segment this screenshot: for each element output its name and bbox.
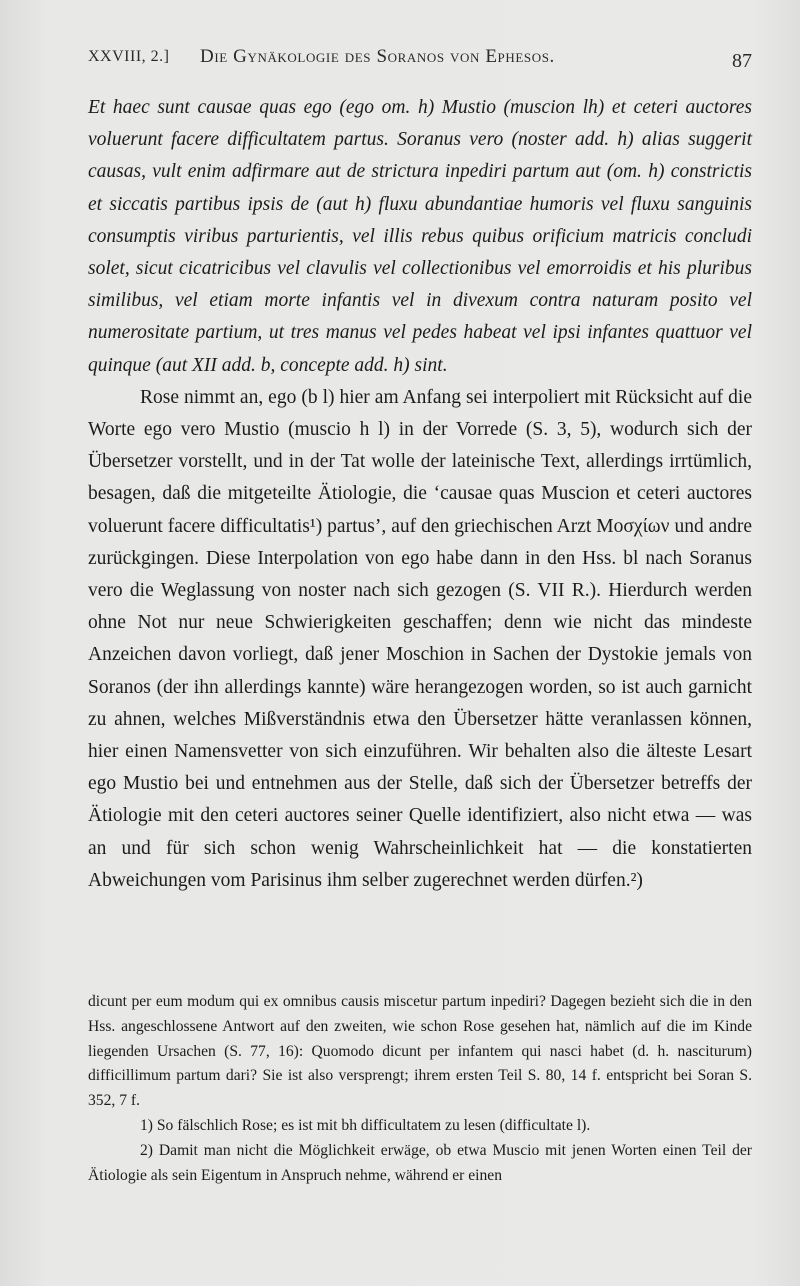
footnote-continuation: dicunt per eum modum qui ex omnibus causis miscetur partum inpediri? Dagegen bezieht sich die in den Hss. angeschlossene Antwort auf den zweiten, wie schon Rose gesehen hat, nämlich auf die im Kinde liegenden Ursachen (S. 77, 16): Quomodo dicunt per infantem qui nasci habet (d. h. nasciturum) difficillimum partum dari? Sie ist also versprengt; ihrem ersten Teil S. 80, 14 f. entspricht bei Soran S. 352, 7 f. (88, 993, 752, 1110)
latin-quotation: Et haec sunt causae quas ego (ego om. h) Mustio (muscion lh) et ceteri auctores voluerunt facere difficultatem partus. Soranus vero (noster add. h) alias suggerit causas, vult enim adfirmare aut de strictura inpediri partum aut (om. h) constrictis et siccatis partibus ipsis de (aut h) fluxu abundantiae humoris vel fluxu sanguinis consumptis viribus parturientis, vel illis rebus quibus orificium matricis concludi solet, sicut cicatricibus vel clavulis vel collectionibus vel emorroidis et his pluribus similibus, vel etiam morte infantis vel in divexum contra naturam posito vel numerositate partium, ut tres manus vel pedes habeat vel ipsi infantes quattuor vel quinque (aut XII add. b, concepte add. h) sint. (88, 97, 752, 376)
running-header (88, 48, 752, 78)
section-reference: XXVIII, 2.] (88, 48, 170, 65)
footnote-1: 1) So fälschlich Rose; es ist mit bh difficultatem zu lesen (difficultate l). (140, 1116, 591, 1134)
running-title: Die Gynäkologie des Soranos von Ephesos. (200, 46, 555, 67)
commentary-paragraph: Rose nimmt an, ego (b l) hier am Anfang sei interpoliert mit Rücksicht auf die Worte ego vero Mustio (muscio h l) in der Vorrede (S. 3, 5), wodurch sich der Übersetzer vorstellt, und in der Tat wolle der lateinische Text, allerdings irrtümlich, besagen, daß die mitgeteilte Ätiologie, die ‘causae quas Muscion et ceteri auctores voluerunt facere difficultatis¹) partus’, auf den griechischen Arzt Μοσχίων und andre zurückgingen. Diese Interpolation von ego habe dann in den Hss. bl nach Soranus vero die Weglassung von noster nach sich gezogen (S. VII R.). Hierdurch werden ohne Not nur neue Schwierigkeiten geschaffen; denn wie nicht das mindeste Anzeichen davon vorliegt, daß jener Moschion in Sachen der Dystokie jemals von Soranos (der ihn allerdings kannte) wäre herangezogen worden, so ist auch garnicht zu ahnen, welches Mißverständnis etwa den Übersetzer hätte veranlassen können, hier einen Namensvetter von sich einzuführen. Wir behalten also die älteste Lesart ego Mustio bei und entnehmen aus der Stelle, daß sich der Übersetzer betreffs der Ätiologie mit den ceteri auctores seiner Quelle identifiziert, also nicht etwa — was an und für sich schon wenig Wahrscheinlichkeit hat — die konstatierten Abweichungen vom Parisinus ihm selber zugerechnet werden dürfen.²) (88, 386, 752, 891)
main-text (88, 92, 752, 897)
footnote-2: 2) Damit man nicht die Möglichkeit erwäge, ob etwa Muscio mit jenen Worten einen Teil der Ätiologie als sein Eigentum in Anspruch nehme, während er einen (88, 1141, 752, 1184)
footnotes (88, 990, 752, 1188)
page-number: 87 (732, 50, 752, 72)
